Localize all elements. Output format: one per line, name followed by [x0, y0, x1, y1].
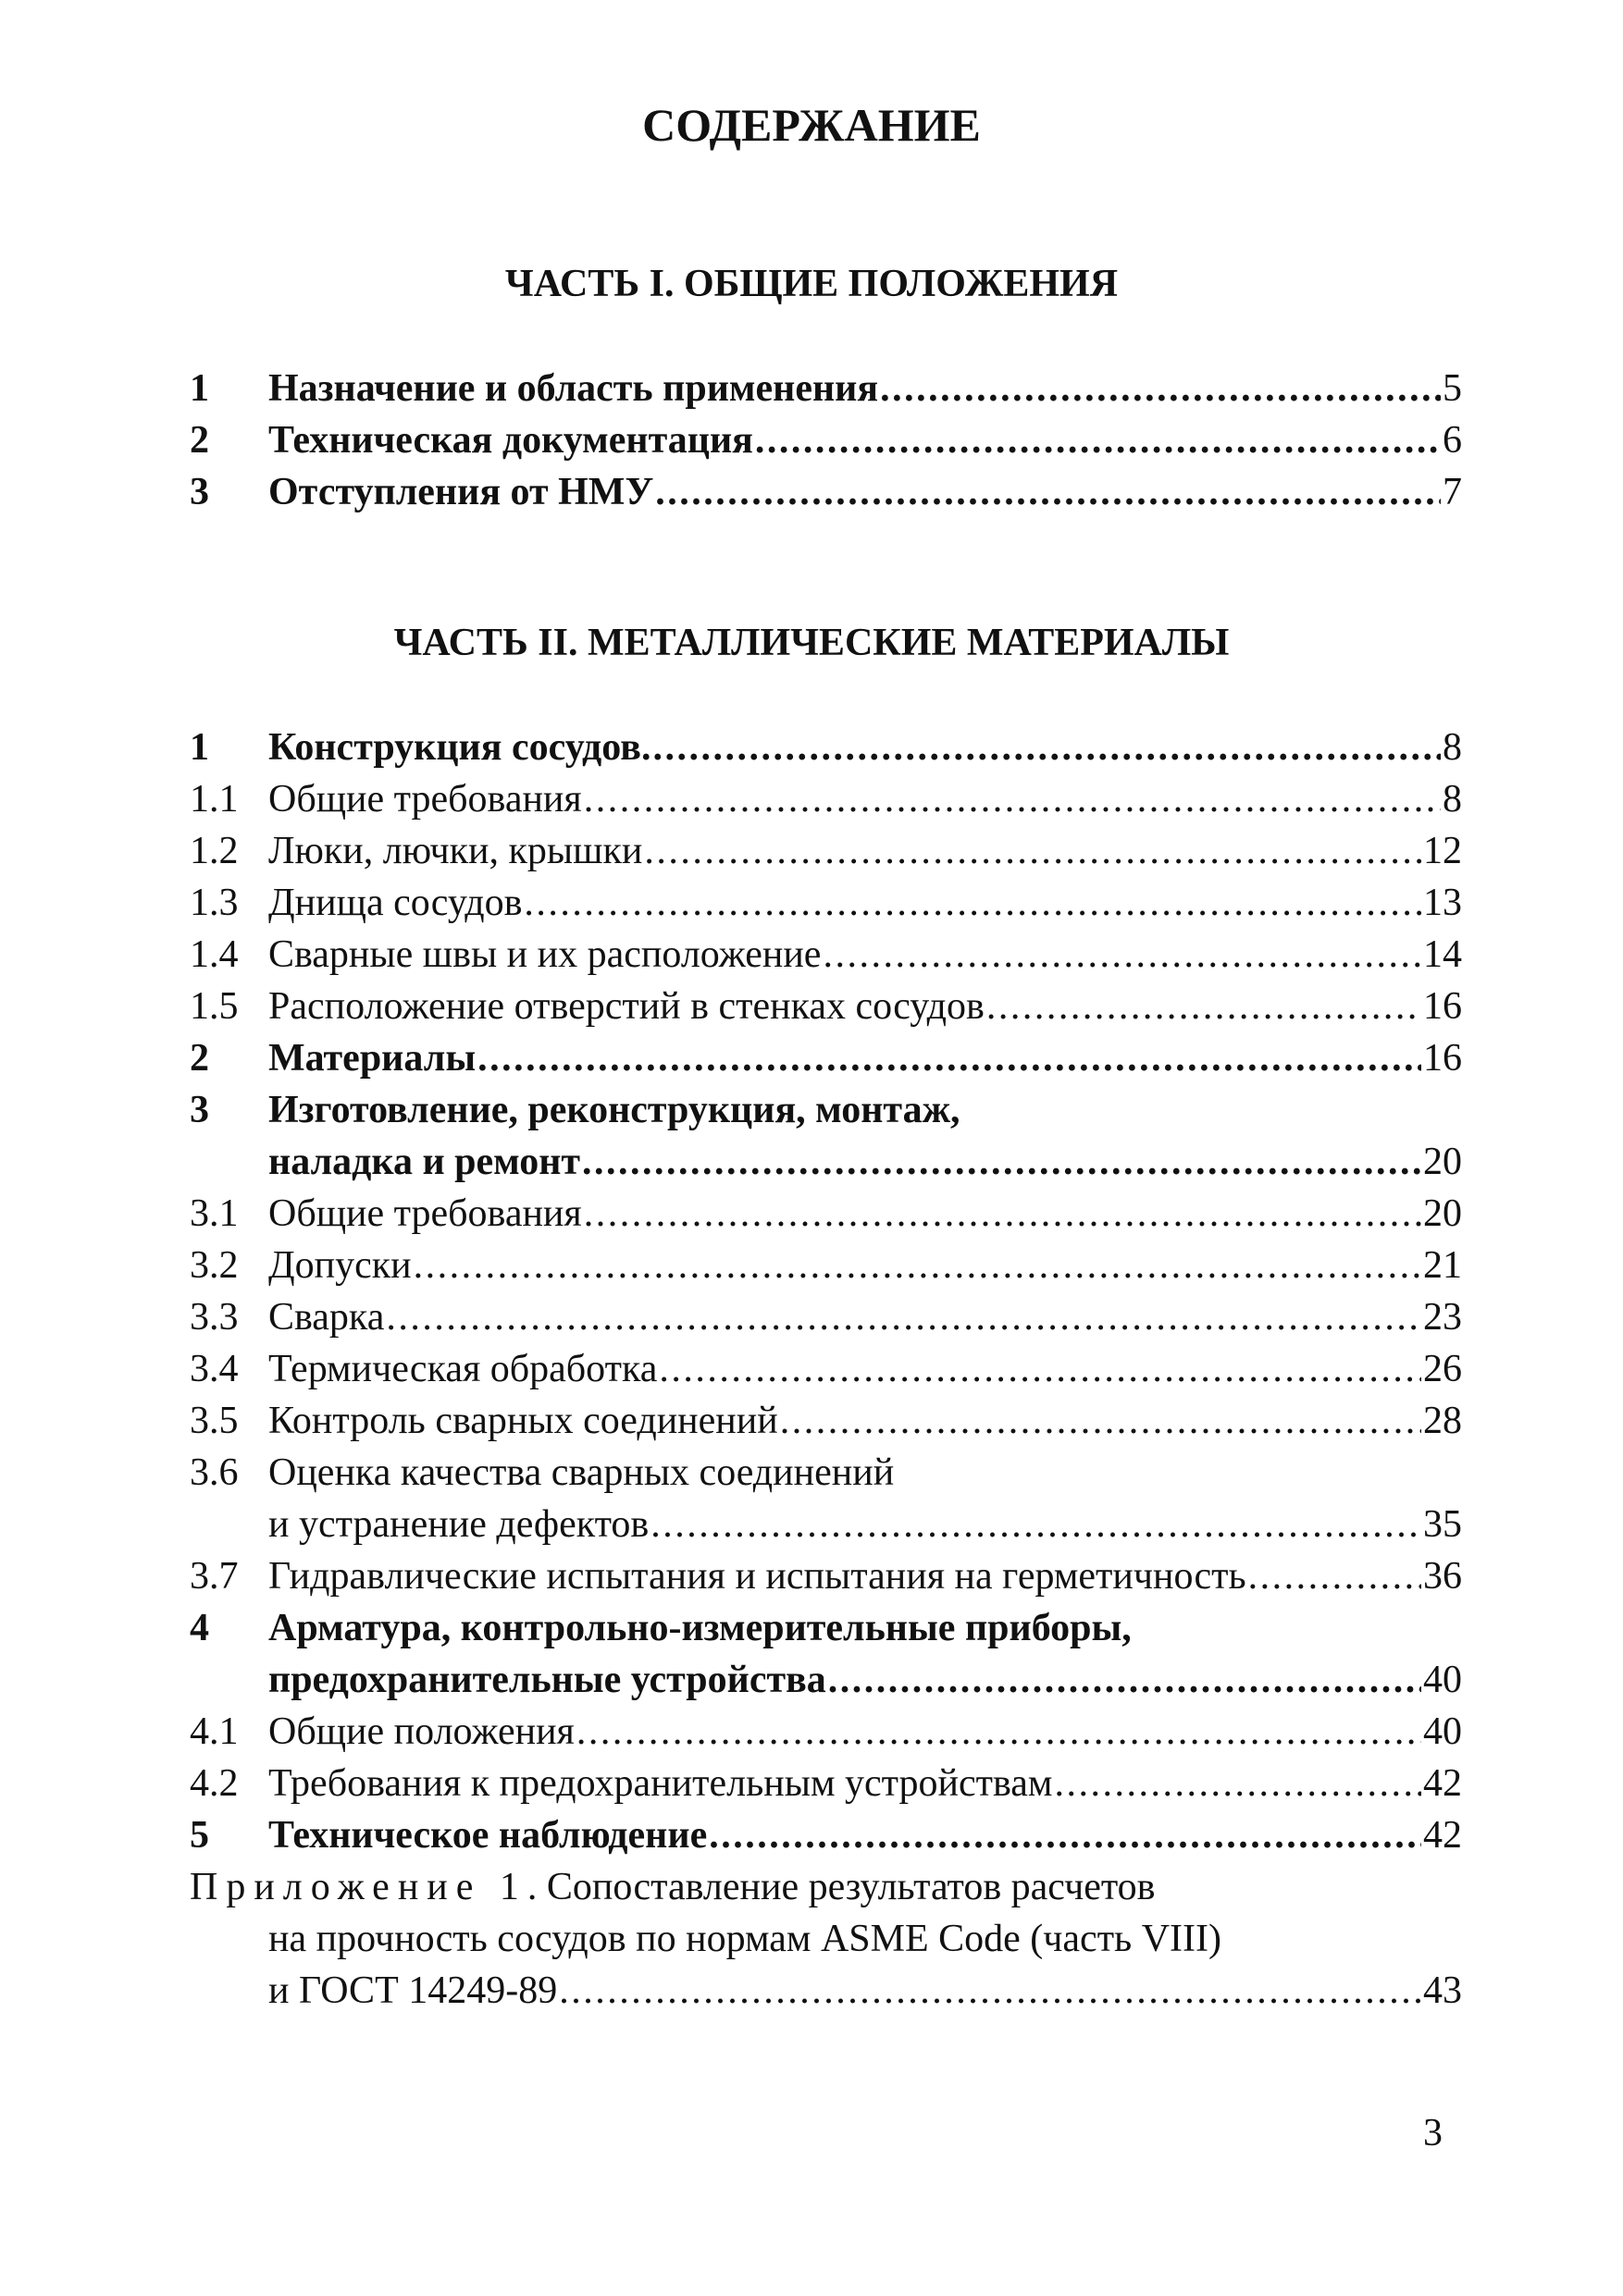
toc-entry-number: 2 — [190, 419, 209, 462]
toc-entry-page: 35 — [1423, 1503, 1462, 1546]
dot-leader — [659, 1343, 1421, 1395]
dot-leader — [828, 1654, 1421, 1706]
appendix-continuation — [190, 1913, 1462, 1965]
appendix-continuation — [190, 1965, 1462, 2017]
dot-leader — [414, 1240, 1421, 1291]
toc-entry-number: 4 — [190, 1607, 209, 1649]
toc-entry-page: 16 — [1423, 985, 1462, 1028]
toc-entry-number: 3.5 — [190, 1400, 239, 1442]
toc-entry-continuation — [190, 1499, 1462, 1550]
toc-entry-number: 1.1 — [190, 778, 239, 821]
toc-entry-number: 3 — [190, 1089, 209, 1131]
toc-entry-title: Гидравлические испытания и испытания на герметичность — [268, 1555, 1246, 1598]
document-title: СОДЕРЖАНИЕ — [642, 99, 981, 151]
dot-leader — [1055, 1758, 1421, 1809]
toc-entry — [190, 1809, 1462, 1861]
dot-leader — [655, 466, 1441, 518]
toc-entry-number: 3 — [190, 471, 209, 513]
toc-entry — [190, 1343, 1462, 1395]
toc-entry-page: 40 — [1423, 1659, 1462, 1701]
toc-entry — [190, 1032, 1462, 1084]
toc-entry — [190, 929, 1462, 981]
part-2-heading: ЧАСТЬ II. МЕТАЛЛИЧЕСКИЕ МАТЕРИАЛЫ — [393, 622, 1230, 664]
toc-entry-number: 4.2 — [190, 1762, 239, 1805]
toc-entry-title: Сварка — [268, 1296, 385, 1339]
toc-entry — [190, 466, 1462, 518]
part-2-toc — [190, 722, 1462, 2017]
dot-leader — [755, 414, 1441, 466]
toc-entry-title: Назначение и область применения — [268, 367, 879, 410]
toc-entry-number: 4.1 — [190, 1710, 239, 1753]
toc-entry-continuation — [190, 1654, 1462, 1706]
toc-entry-title-line1: Арматура, контрольно-измерительные приборы, — [268, 1607, 1132, 1649]
part-1-heading: ЧАСТЬ I. ОБЩИЕ ПОЛОЖЕНИЯ — [504, 263, 1119, 305]
toc-entry-page: 42 — [1423, 1762, 1462, 1805]
toc-entry — [190, 414, 1462, 466]
toc-entry-number: 5 — [190, 1814, 209, 1857]
toc-entry-number: 3.6 — [190, 1451, 239, 1494]
toc-entry — [190, 363, 1462, 414]
toc-entry-page: 5 — [1443, 367, 1462, 410]
appendix-label: Приложение 1 — [190, 1866, 527, 1908]
toc-entry-title: Общие требования — [268, 1192, 582, 1235]
toc-entry-title: Допуски — [268, 1244, 412, 1287]
toc-entry-title: Отступления от НМУ — [268, 471, 654, 513]
toc-entry — [190, 1758, 1462, 1809]
toc-entry-title: Техническое наблюдение — [268, 1814, 708, 1857]
dot-leader — [880, 363, 1441, 414]
toc-entry — [190, 1188, 1462, 1240]
toc-entry-title-line2: наладка и ремонт — [268, 1141, 581, 1183]
toc-entry — [190, 1706, 1462, 1758]
toc-entry-title-line1: Изготовление, реконструкция, монтаж, — [268, 1089, 960, 1131]
toc-entry-page: 12 — [1423, 830, 1462, 872]
dot-leader — [584, 1188, 1421, 1240]
appendix-title-line1: . Сопоставление результатов расчетов — [527, 1866, 1156, 1908]
toc-entry — [190, 825, 1462, 877]
toc-entry — [190, 773, 1462, 825]
toc-entry-page: 16 — [1423, 1037, 1462, 1080]
toc-entry — [190, 1240, 1462, 1291]
toc-entry-number: 1 — [190, 726, 209, 769]
toc-entry-page: 7 — [1443, 471, 1462, 513]
part-1-toc — [190, 363, 1462, 518]
toc-entry-number: 3.2 — [190, 1244, 239, 1287]
toc-entry-title: Расположение отверстий в стенках сосудов — [268, 985, 985, 1028]
toc-entry-page: 21 — [1423, 1244, 1462, 1287]
toc-entry-title: Контроль сварных соединений — [268, 1400, 778, 1442]
toc-entry-title: Общие требования — [268, 778, 582, 821]
toc-entry — [190, 981, 1462, 1032]
dot-leader — [650, 1499, 1421, 1550]
toc-entry-number: 1.3 — [190, 882, 239, 924]
toc-entry-number: 3.3 — [190, 1296, 239, 1339]
toc-entry-title: Требования к предохранительным устройствам — [268, 1762, 1053, 1805]
dot-leader — [644, 825, 1421, 877]
appendix-entry — [190, 1861, 1462, 1913]
toc-entry-title: Сварные швы и их расположение — [268, 933, 822, 976]
toc-entry — [190, 1084, 1462, 1136]
toc-entry-page: 23 — [1423, 1296, 1462, 1339]
toc-entry-number: 2 — [190, 1037, 209, 1080]
toc-entry-page: 36 — [1423, 1555, 1462, 1598]
appendix-page: 43 — [1423, 1969, 1462, 2012]
page-number: 3 — [1423, 2112, 1443, 2154]
toc-entry-page: 8 — [1443, 778, 1462, 821]
toc-entry-page: 8 — [1443, 726, 1462, 769]
appendix-title-line2: на прочность сосудов по нормам ASME Code (часть VIII) — [268, 1918, 1221, 1960]
toc-entry — [190, 877, 1462, 929]
appendix-title-line3: и ГОСТ 14249-89 — [268, 1969, 558, 2012]
toc-entry-number: 3.7 — [190, 1555, 239, 1598]
toc-entry-number: 3.1 — [190, 1192, 239, 1235]
toc-entry-page: 6 — [1443, 419, 1462, 462]
toc-entry — [190, 1602, 1462, 1654]
toc-entry-page: 40 — [1423, 1710, 1462, 1753]
toc-entry — [190, 1447, 1462, 1499]
toc-entry-page: 42 — [1423, 1814, 1462, 1857]
dot-leader — [524, 877, 1421, 929]
dot-leader — [986, 981, 1421, 1032]
toc-entry-number: 3.4 — [190, 1348, 239, 1390]
toc-entry-page: 13 — [1423, 882, 1462, 924]
toc-entry — [190, 722, 1462, 773]
toc-entry-title: Люки, лючки, крышки — [268, 830, 643, 872]
toc-entry-title-line1: Оценка качества сварных соединений — [268, 1451, 895, 1494]
toc-entry-title: Техническая документация — [268, 419, 753, 462]
toc-entry-title: Конструкция сосудов. — [268, 726, 651, 769]
toc-entry-page: 14 — [1423, 933, 1462, 976]
dot-leader — [582, 1136, 1421, 1188]
dot-leader — [584, 773, 1441, 825]
toc-entry-title-line2: и устранение дефектов — [268, 1503, 650, 1546]
dot-leader — [559, 1965, 1421, 2017]
dot-leader — [386, 1291, 1421, 1343]
dot-leader — [1248, 1550, 1421, 1602]
toc-entry-title: Термическая обработка — [268, 1348, 658, 1390]
dot-leader — [652, 722, 1441, 773]
toc-entry-number: 1 — [190, 367, 209, 410]
toc-entry-number: 1.5 — [190, 985, 239, 1028]
toc-entry — [190, 1550, 1462, 1602]
toc-entry-page: 28 — [1423, 1400, 1462, 1442]
dot-leader — [477, 1032, 1421, 1084]
toc-entry-number: 1.2 — [190, 830, 239, 872]
toc-entry — [190, 1395, 1462, 1447]
toc-entry-title-line2: предохранительные устройства — [268, 1659, 826, 1701]
dot-leader — [823, 929, 1421, 981]
toc-entry-page: 20 — [1423, 1192, 1462, 1235]
toc-entry-page: 26 — [1423, 1348, 1462, 1390]
toc-entry-page: 20 — [1423, 1141, 1462, 1183]
toc-entry-continuation — [190, 1136, 1462, 1188]
toc-entry-title: Общие положения — [268, 1710, 575, 1753]
toc-entry — [190, 1291, 1462, 1343]
dot-leader — [709, 1809, 1421, 1861]
dot-leader — [576, 1706, 1421, 1758]
toc-entry-title: Днища сосудов — [268, 882, 523, 924]
toc-entry-number: 1.4 — [190, 933, 239, 976]
toc-entry-title: Материалы — [268, 1037, 477, 1080]
dot-leader — [780, 1395, 1421, 1447]
